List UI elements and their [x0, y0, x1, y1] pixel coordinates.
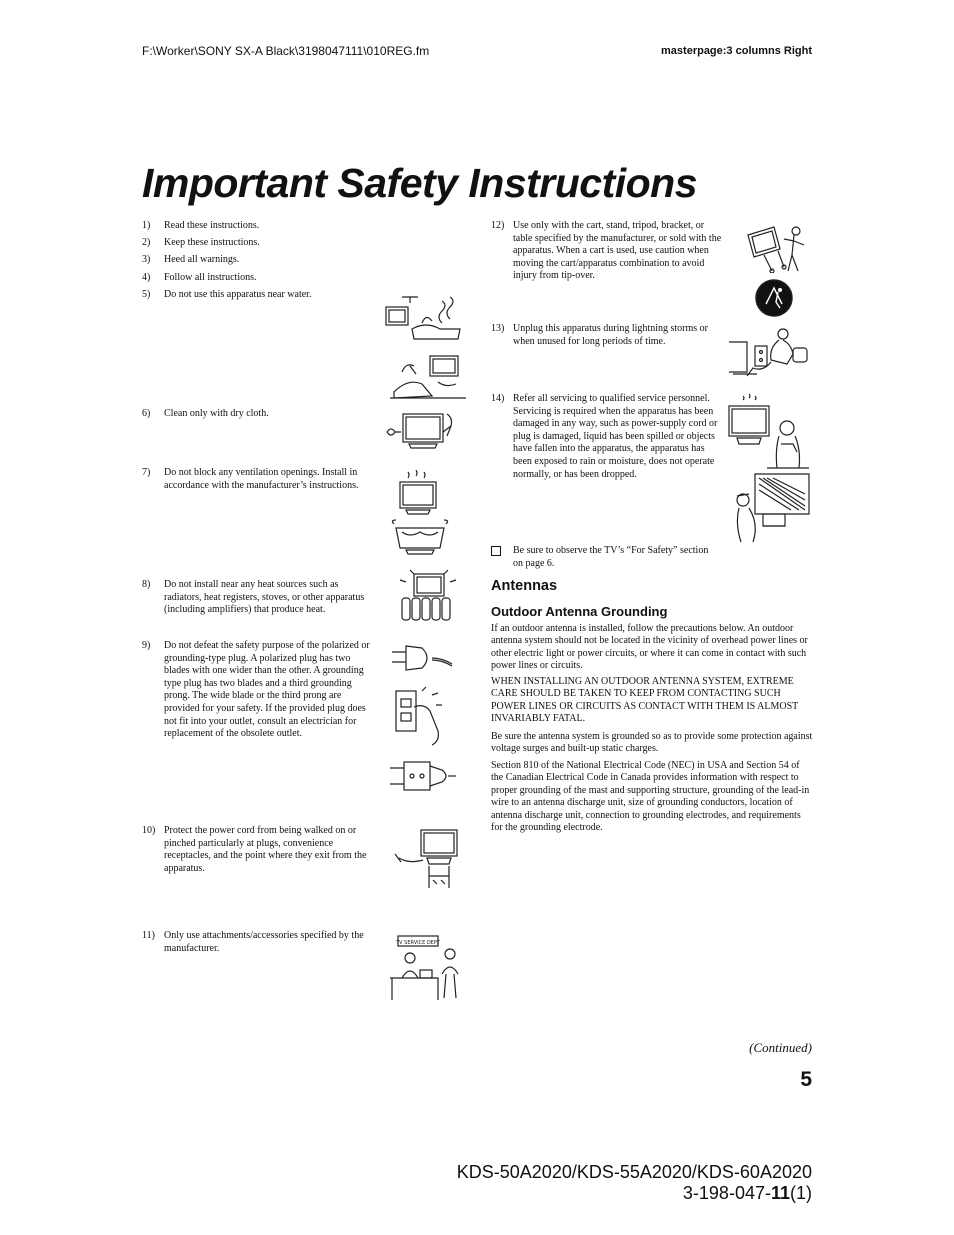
list-item: 6) Clean only with dry cloth. [142, 408, 269, 419]
cleaning-tv-illustration [385, 410, 457, 450]
model-numbers: KDS-50A2020/KDS-55A2020/KDS-60A2020 [456, 1162, 812, 1182]
damaged-tv-illustration [727, 392, 811, 472]
cart-tip-over-illustration [744, 221, 810, 273]
list-item: 3) Heed all warnings. [142, 254, 240, 265]
list-item: 7) Do not block any ventilation openings. Install in accordance with the manufacturer’s instructions. [142, 467, 359, 491]
service-technician-illustration [733, 470, 813, 546]
continued-label: (Continued) [749, 1040, 812, 1055]
part-number: 3-198-047-11(1) [682, 1183, 812, 1203]
list-item: 4) Follow all instructions. [142, 272, 257, 283]
antenna-paragraph: Section 810 of the National Electrical Code (NEC) in USA and Section 54 of the Canadian Electrical Code in Canada provides information with respect to proper grounding of the mast and supporting structure, grounding of the lead-in wire to an antenna discharge unit, size of grounding conductors, location of antenna discharge unit, connection to grounding electrodes, and requirements for the grounding electrode. [491, 760, 810, 834]
safety-note: Be sure to observe the TV’s “For Safety” section on page 6. [491, 545, 713, 570]
plug-into-outlet-illustration [392, 685, 446, 749]
polarized-plug-illustration [388, 638, 454, 678]
list-item: 11) Only use attachments/accessories specified by the manufacturer. [142, 930, 364, 954]
antenna-paragraph: Be sure the antenna system is grounded so as to provide some protection against voltage surges and built-up static charges. [491, 731, 813, 755]
cart-warning-symbol-icon [754, 278, 794, 318]
page-title: Important Safety Instructions [142, 160, 698, 206]
list-item: 8) Do not install near any heat sources such as radiators, heat registers, stoves, or other apparatus (including amplifiers) that produce heat. [142, 579, 365, 616]
antenna-paragraph: If an outdoor antenna is installed, follow the precautions below. An outdoor antenna system should not be located in the vicinity of overhead power lines or other electric light or power circuits, or where it can come in contact with such power lines or circuits. [491, 623, 808, 672]
list-item: 12) Use only with the cart, stand, tripod, bracket, or table specified by the manufacturer, or sold with the apparatus. When a cart is used, use caution when moving the cart/apparatus combination to avoid injury from tip-over. [491, 220, 722, 282]
tv-service-dept-illustration [388, 934, 462, 1002]
list-item: 13) Unplug this apparatus during lightning storms or when unused for long periods of time. [491, 323, 708, 347]
tv-near-bath-illustration [382, 293, 466, 345]
file-path-header: F:\Worker\SONY SX-A Black\3198047111\010REG.fm [142, 44, 430, 58]
checkbox-square-icon [491, 546, 501, 556]
unplug-during-storm-illustration [727, 324, 811, 380]
tv-ventilation-illustration [394, 470, 442, 516]
tv-over-radiator-illustration [392, 568, 462, 622]
tv-covered-cloth-illustration [388, 518, 452, 558]
list-item: 14) Refer all servicing to qualified service personnel. Servicing is required when the apparatus has been damaged in any way, such as power-supply cord or plug is damaged, liquid has been spilled or objects have fallen into the apparatus, the apparatus has been exposed to rain or moisture, does not operate normally, or has been dropped. [491, 393, 718, 480]
list-item: 5) Do not use this apparatus near water. [142, 289, 312, 300]
tv-service-dept-sign: TV SERVICE DEPT [396, 940, 440, 946]
list-item: 9) Do not defeat the safety purpose of the polarized or grounding-type plug. A polarized plug has two blades with one wider than the other. A grounding type plug has two blades and a third grounding prong. The wide blade or the third prong are provided for your safety. If the provided plug does not fit into your outlet, consult an electrician for replacement of the obsolete outlet. [142, 640, 370, 740]
tv-spilled-water-illustration [388, 352, 468, 400]
page-number: 5 [800, 1068, 812, 1091]
antenna-warning-paragraph: WHEN INSTALLING AN OUTDOOR ANTENNA SYSTEM, EXTREME CARE SHOULD BE TAKEN TO KEEP FROM CONTACTING SUCH POWER LINES OR CIRCUITS AS CONTACT WITH THEM IS ALMOST INVARIABLY FATAL. [491, 676, 799, 725]
power-cord-illustration [393, 828, 461, 892]
grounding-plug-illustration [388, 758, 458, 794]
list-item: 2) Keep these instructions. [142, 237, 260, 248]
antennas-heading: Antennas [491, 578, 558, 594]
list-item: 1) Read these instructions. [142, 220, 260, 231]
masterpage-header: masterpage:3 columns Right [661, 45, 812, 57]
outdoor-antenna-grounding-heading: Outdoor Antenna Grounding [491, 604, 668, 619]
list-item: 10) Protect the power cord from being walked on or pinched particularly at plugs, convenience receptacles, and the point where they exit from the apparatus. [142, 825, 367, 874]
